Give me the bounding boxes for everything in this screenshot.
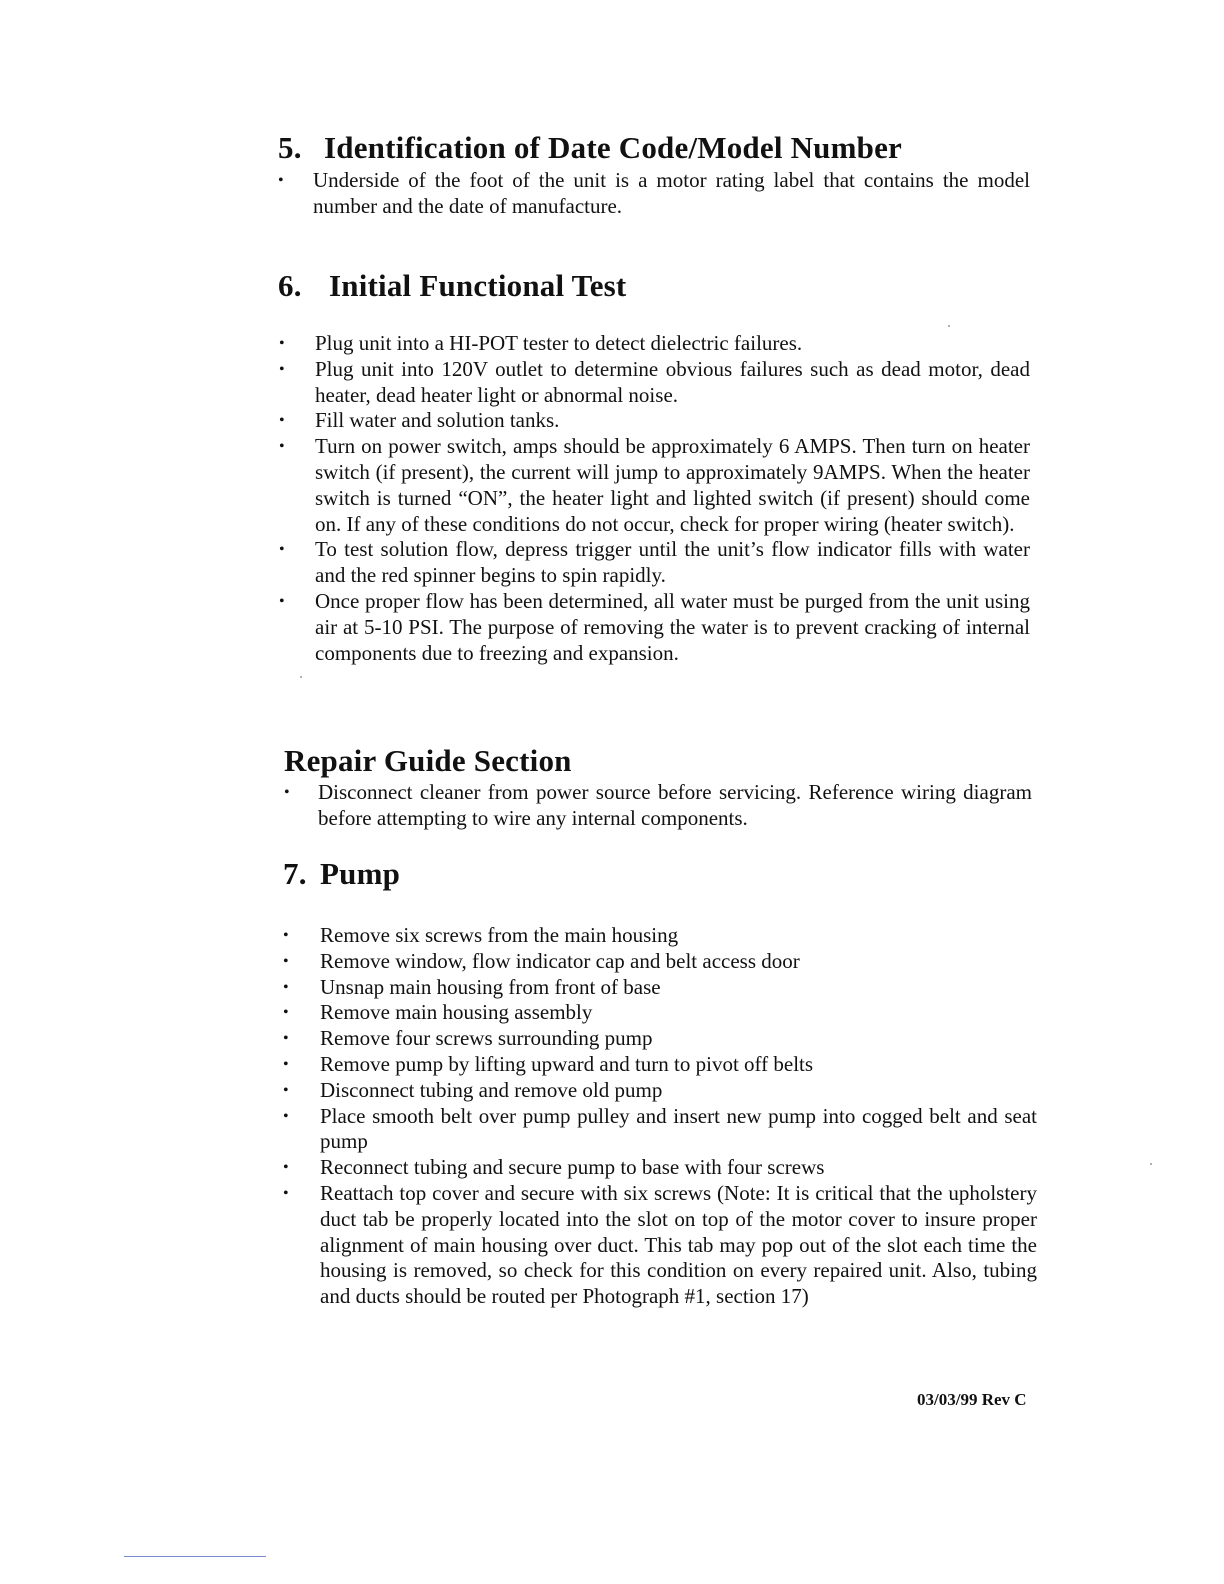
list-item: • Remove pump by lifting upward and turn to pivot off belts (283, 1051, 814, 1076)
list-item: • Underside of the foot of the unit is a motor rating label that contains the model number and the date of manufacture. (278, 168, 1030, 218)
list-item: • Remove four screws surrounding pump (283, 1026, 653, 1051)
bullet-icon: • (283, 1107, 289, 1125)
section-6-heading (278, 268, 1038, 304)
list-item: • Unsnap main housing from front of base (283, 974, 661, 999)
bullet-icon: • (283, 952, 289, 970)
scan-speck (300, 676, 302, 678)
bullet-icon: • (283, 1159, 289, 1177)
list-item: • Disconnect cleaner from power source before servicing. Reference wiring diagram before attempting to wire any internal components. (284, 780, 1032, 830)
list-item: • Turn on power switch, amps should be approximately 6 AMPS. Then turn on heater switch (if present), the current will jump to approximately 9AMPS. When the heater switch is turned “ON”, the heater light and lighted switch (if present) should come on. If any of these conditions do not occur, check for proper wiring (heater switch). (279, 434, 1030, 536)
repair-guide-section (284, 743, 1036, 832)
list-item: • Disconnect tubing and remove old pump (283, 1077, 663, 1102)
list-item: • Reconnect tubing and secure pump to base with four screws (283, 1155, 825, 1180)
section-6-title: Initial Functional Test (329, 268, 627, 303)
section-5 (278, 130, 1038, 220)
section-7-heading (283, 856, 1039, 892)
section-5-number: 5. (278, 130, 302, 165)
bullet-icon: • (279, 360, 285, 378)
repair-guide-heading: Repair Guide Section (284, 743, 572, 778)
section-7-number: 7. (283, 856, 307, 891)
revision-label: 03/03/99 Rev C (917, 1390, 1027, 1409)
section-5-heading (278, 130, 1038, 166)
list-item: • Plug unit into a HI-POT tester to detect dielectric failures. (279, 331, 803, 355)
section-6-list (278, 331, 1030, 666)
footer-rule (124, 1556, 266, 1557)
bullet-icon: • (283, 1184, 289, 1202)
section-6-number: 6. (278, 268, 302, 303)
list-item: • Remove six screws from the main housing (283, 923, 679, 947)
bullet-icon: • (283, 927, 289, 944)
list-item: • Fill water and solution tanks. (279, 408, 560, 433)
section-5-title: Identification of Date Code/Model Number (324, 130, 902, 165)
bullet-icon: • (283, 1055, 289, 1073)
section-5-list (278, 168, 1030, 220)
list-item: • To test solution flow, depress trigger until the unit’s flow indicator fills with water and the red spinner begins to spin rapidly. (279, 537, 1030, 588)
list-item: • Plug unit into 120V outlet to determine obvious failures such as dead motor, dead heater, dead heater light or abnormal noise. (279, 356, 1030, 407)
bullet-icon: • (279, 438, 285, 456)
list-item: • Remove main housing assembly (283, 1000, 593, 1025)
scan-speck (1150, 1163, 1152, 1165)
bullet-icon: • (283, 978, 289, 996)
bullet-icon: • (283, 1081, 289, 1099)
bullet-icon: • (279, 541, 285, 559)
section-6 (278, 268, 1038, 666)
bullet-icon: • (283, 1030, 289, 1048)
scan-speck (948, 325, 950, 327)
list-item: • Once proper flow has been determined, all water must be purged from the unit using air at 5-10 PSI. The purpose of removing the water is to prevent cracking of internal components due to freezing and expansion. (279, 588, 1030, 665)
list-item: • Reattach top cover and secure with six screws (Note: It is critical that the upholstery duct tab be properly located into the slot on top of the motor cover to insure proper alignment of main housing over duct. This tab may pop out of the slot each time the housing is removed, so check for this condition on every repaired unit. Also, tubing and ducts should be routed per Photograph #1, section 17) (283, 1180, 1037, 1309)
bullet-icon: • (283, 1004, 289, 1022)
section-7-list (283, 923, 1037, 1310)
repair-guide-list (284, 780, 1032, 832)
bullet-icon: • (284, 784, 290, 801)
bullet-icon: • (279, 592, 285, 610)
list-item: • Remove window, flow indicator cap and belt access door (283, 948, 800, 973)
bullet-icon: • (279, 335, 285, 352)
section-7 (283, 856, 1039, 1310)
bullet-icon: • (278, 172, 284, 189)
bullet-icon: • (279, 412, 285, 430)
list-item: • Place smooth belt over pump pulley and insert new pump into cogged belt and seat pump (283, 1103, 1037, 1154)
section-7-title: Pump (320, 856, 401, 891)
